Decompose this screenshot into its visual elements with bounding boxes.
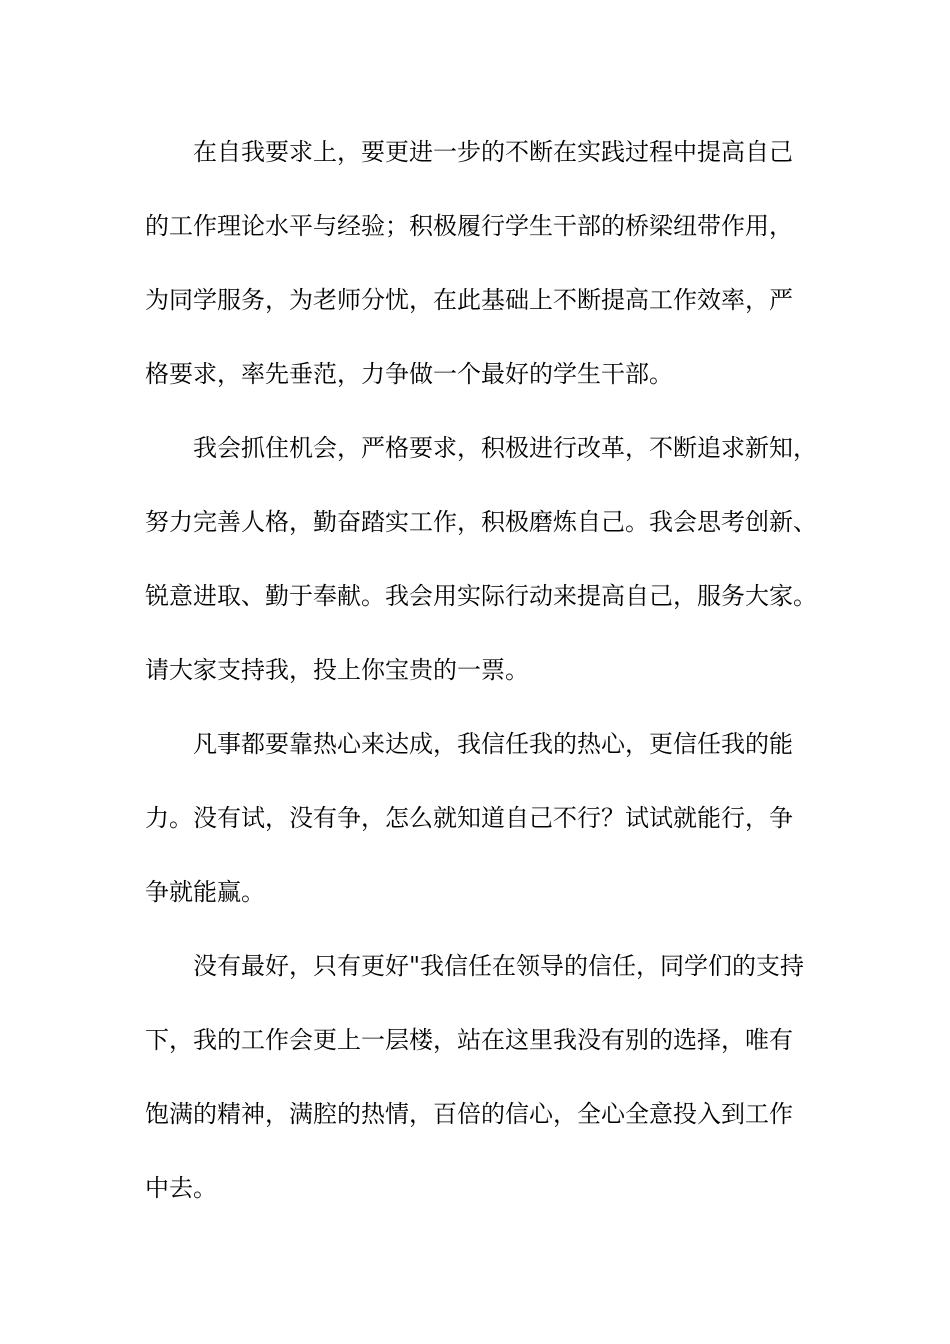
paragraph-line: 下，我的工作会更上一层楼，站在这里我没有别的选择，唯有 [145, 1026, 793, 1054]
paragraph-line: 凡事都要靠热心来达成，我信任我的热心，更信任我的能 [193, 730, 793, 758]
paragraph-3 [145, 717, 815, 939]
paragraph-line: 中去。 [145, 1174, 217, 1202]
paragraph-line: 力。没有试，没有争，怎么就知道自己不行？试试就能行，争 [145, 804, 793, 832]
paragraph-4 [145, 939, 815, 1235]
document-body [145, 125, 815, 1235]
paragraph-line: 努力完善人格，勤奋踏实工作，积极磨炼自己。我会思考创新、 [145, 508, 817, 536]
paragraph-1 [145, 125, 815, 421]
paragraph-line: 在自我要求上，要更进一步的不断在实践过程中提高自己 [193, 138, 793, 166]
paragraph-line: 我会抓住机会，严格要求，积极进行改革，不断追求新知， [193, 434, 817, 462]
paragraph-line: 饱满的精神，满腔的热情，百倍的信心，全心全意投入到工作 [145, 1100, 793, 1128]
paragraph-2 [145, 421, 815, 717]
paragraph-line: 争就能赢。 [145, 878, 265, 906]
paragraph-line: 锐意进取、勤于奉献。我会用实际行动来提高自己，服务大家。 [145, 582, 817, 610]
paragraph-line: 请大家支持我，投上你宝贵的一票。 [145, 656, 529, 684]
paragraph-line: 没有最好，只有更好"我信任在领导的信任，同学们的支持 [193, 952, 805, 980]
paragraph-line: 为同学服务，为老师分忧，在此基础上不断提高工作效率，严 [145, 286, 793, 314]
paragraph-line: 的工作理论水平与经验；积极履行学生干部的桥梁纽带作用， [145, 212, 793, 240]
paragraph-line: 格要求，率先垂范，力争做一个最好的学生干部。 [145, 360, 673, 388]
